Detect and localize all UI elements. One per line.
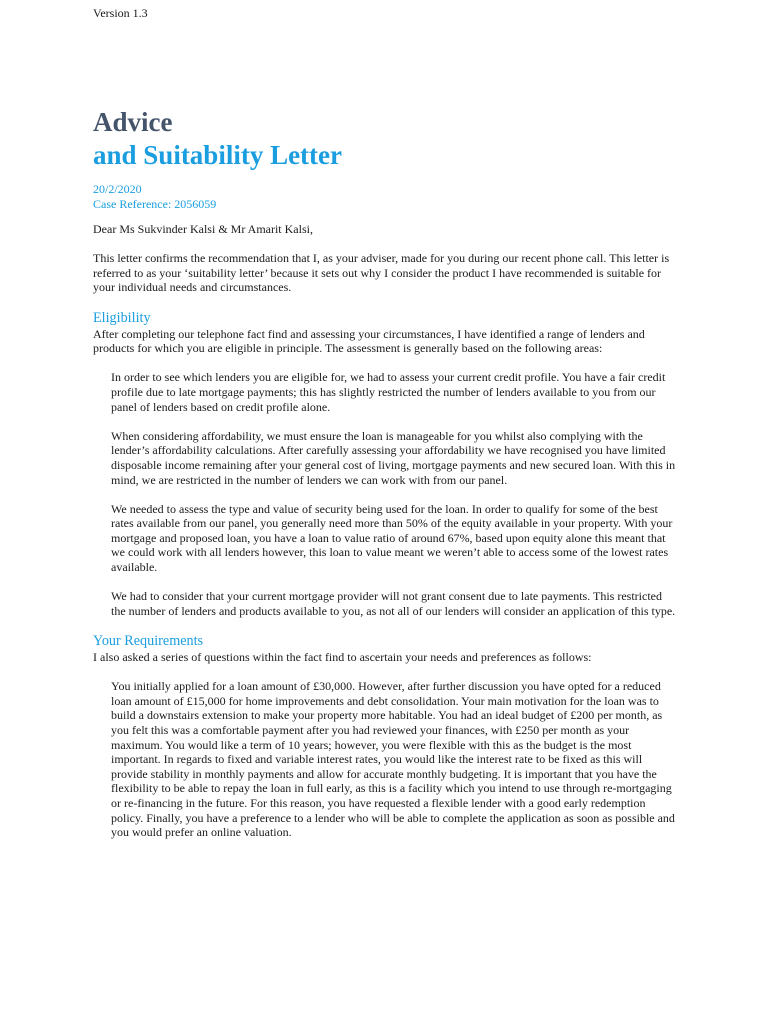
eligibility-point-security: We needed to assess the type and value of security being used for the loan. In order to qualify for some of the best rates available from our panel, you generally need more than 50% of the equity available in your property. With your mortgage and proposed loan, you have a loan to value ratio of around 67%, based upon equity alone this meant that we could work with all lenders however, this loan to value meant we weren’t able to access some of the lowest rates available. bbox=[111, 501, 673, 575]
requirements-heading: Your Requirements bbox=[93, 633, 204, 650]
case-reference: Case Reference: 2056059 bbox=[93, 197, 217, 211]
title-line-1: Advice bbox=[93, 107, 173, 137]
salutation: Dear Ms Sukvinder Kalsi & Mr Amarit Kalsi, bbox=[93, 222, 313, 236]
version-label: Version 1.3 bbox=[93, 6, 148, 20]
letter-meta bbox=[93, 182, 216, 212]
letter-date: 20/2/2020 bbox=[93, 182, 142, 196]
requirements-point-loan: You initially applied for a loan amount of £30,000. However, after further discussion you have opted for a reduced loan amount of £15,000 for home improvements and debt consolidation. Your main motivation for the loan was to build a downstairs extension to make your property more habitable. You had an ideal budget of £200 per month, as you felt this was a comfortable payment after you had reviewed your finances, with £250 per month as your maximum. You would like a term of 10 years; however, you were flexible with this as the budget is the most important. In regards to fixed and variable interest rates, you would like the interest rate to be fixed as this will provide stability in monthly payments and allow for accurate monthly budgeting. It is important that you have the flexibility to be able to repay the loan in full early, as this is a facility which you intend to use through re-mortgaging or re-financing in the future. For this reason, you have requested a flexible lender with a good early redemption policy. Finally, you have a preference to a lender who will be able to complete the application as soon as possible and you would prefer an online valuation. bbox=[111, 679, 675, 840]
requirements-intro: I also asked a series of questions within the fact find to ascertain your needs and preferences as follows: bbox=[93, 650, 592, 665]
eligibility-point-credit: In order to see which lenders you are eligible for, we had to assess your current credit profile. You have a fair credit profile due to late mortgage payments; this has slightly restricted the number of lenders available to you from our panel of lenders based on credit profile alone. bbox=[111, 370, 666, 414]
eligibility-intro: After completing our telephone fact find and assessing your circumstances, I have identified a range of lenders and products for which you are eligible in principle. The assessment is generally based on the following areas: bbox=[93, 326, 645, 356]
title-line-2: and Suitability Letter bbox=[93, 140, 343, 170]
letter-body bbox=[93, 222, 678, 854]
eligibility-heading: Eligibility bbox=[93, 309, 151, 326]
intro-paragraph: This letter confirms the recommendation that I, as your adviser, made for you during our recent phone call. This letter is referred to as your ‘suitability letter’ because it sets out why I consider the product I have recommended is suitable for your individual needs and circumstances. bbox=[93, 251, 670, 295]
eligibility-point-affordability: When considering affordability, we must ensure the loan is manageable for you whilst also complying with the lender’s affordability calculations. After carefully assessing your affordability we have recognised you have limited disposable income remaining after your general cost of living, mortgage payments and new secured loan. With this in mind, we are restricted in the number of lenders we can work with from our panel. bbox=[111, 428, 676, 487]
eligibility-point-consent: We had to consider that your current mortgage provider will not grant consent due to late payments. This restricted the number of lenders and products available to you, as not all of our lenders will consider an application of this type. bbox=[111, 589, 676, 618]
